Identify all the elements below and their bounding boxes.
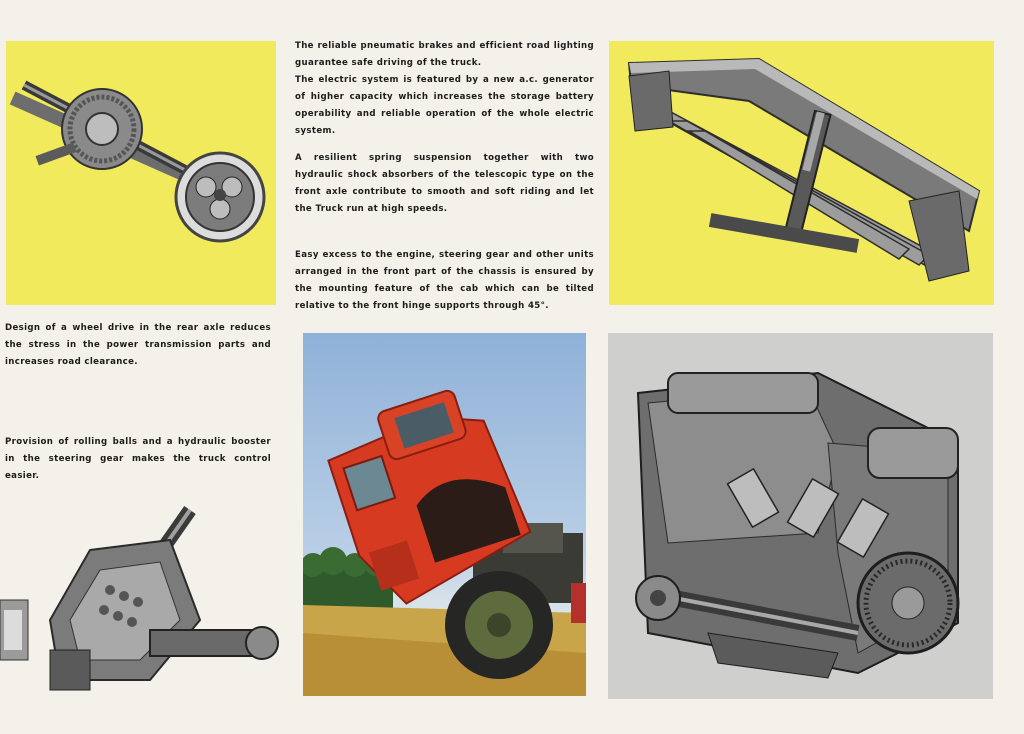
brakes-text <box>295 38 594 140</box>
engine-access-text <box>295 247 594 315</box>
steering-gear-illustration <box>0 500 280 700</box>
steering-gear-panel <box>0 500 280 700</box>
suspension-paragraph: A resilient spring suspension together with two hydraulic shock absorbers of the telescopic type on the front axle contribute to smooth and soft riding and let the Truck run at high speeds. <box>295 153 594 214</box>
tilted-cab-truck-photo <box>303 333 586 696</box>
steering-text <box>5 434 271 485</box>
engine-access-paragraph: Easy excess to the engine, steering gear and other units arranged in the front part of the chassis is ensured by the mounting feature of the cab which can be tilted relative to the front hinge supports through 45°. <box>295 250 594 311</box>
wheel-drive-text <box>5 320 271 371</box>
electric-paragraph: The electric system is featured by a new a.c. generator of higher capacity which increases the storage battery operability and reliable operation of the whole electric system. <box>295 75 594 136</box>
tilted-cab-photo-panel <box>303 333 586 696</box>
front-spring-suspension-illustration <box>609 41 994 305</box>
engine-cutaway-illustration <box>608 333 993 699</box>
steering-paragraph: Provision of rolling balls and a hydraulic booster in the steering gear makes the truck control easier. <box>5 437 271 481</box>
rear-axle-panel <box>6 41 276 305</box>
engine-panel <box>608 333 993 699</box>
suspension-panel <box>609 41 994 305</box>
suspension-text <box>295 150 594 218</box>
wheel-drive-paragraph: Design of a wheel drive in the rear axle reduces the stress in the power transmission parts and increases road clearance. <box>5 323 271 367</box>
brakes-paragraph: The reliable pneumatic brakes and efficient road lighting guarantee safe driving of the truck. <box>295 41 594 68</box>
rear-axle-illustration <box>6 41 276 305</box>
